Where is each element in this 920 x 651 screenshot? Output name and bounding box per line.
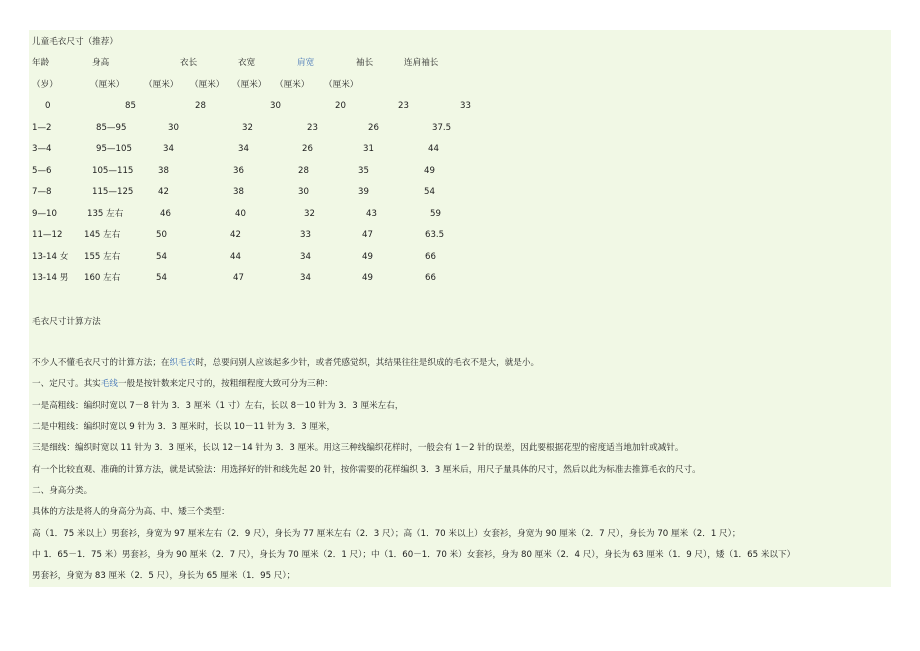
table-cell: 32 xyxy=(304,209,315,219)
table-cell: 30 xyxy=(270,101,281,111)
table-cell: 44 xyxy=(428,144,439,154)
column-unit: （厘米） xyxy=(324,80,359,90)
table-cell: 3—4 xyxy=(32,144,52,154)
table-cell: 47 xyxy=(362,230,373,240)
table-cell: 0 xyxy=(45,101,51,111)
section-title: 毛衣尺寸计算方法 xyxy=(32,317,101,327)
table-cell: 135 左右 xyxy=(87,209,124,219)
table-cell: 63.5 xyxy=(425,230,445,240)
column-header: 衣长 xyxy=(180,58,198,68)
table-cell: 28 xyxy=(195,101,206,111)
table-cell: 30 xyxy=(298,187,309,197)
table-cell: 34 xyxy=(163,144,174,154)
table-cell: 11—12 xyxy=(32,230,63,240)
column-unit: （厘米） xyxy=(144,80,179,90)
table-cell: 39 xyxy=(358,187,369,197)
table-cell: 9—10 xyxy=(32,209,57,219)
document-panel xyxy=(29,30,891,587)
column-header: 年龄 xyxy=(32,58,50,68)
column-header: 身高 xyxy=(92,58,110,68)
column-unit: （厘米） xyxy=(232,80,267,90)
table-cell: 31 xyxy=(363,144,374,154)
table-cell: 30 xyxy=(168,123,179,133)
table-cell: 23 xyxy=(398,101,409,111)
table-cell: 155 左右 xyxy=(84,252,121,262)
paragraph-test-method: 有一个比较直观、准确的计算方法，就是试验法：用选择好的针和线先起 20 针，按你需要的花样编织 3．3 厘米后，用尺子量具体的尺寸，然后以此为标准去推算毛衣的尺寸。 xyxy=(32,465,701,475)
paragraph-intro: 不少人不懂毛衣尺寸的计算方法；在织毛衣时，总要问别人应该起多少针，或者凭感觉织，其结果往往是织成的毛衣不是大，就是小。 xyxy=(32,358,540,368)
table-cell: 49 xyxy=(362,252,373,262)
knitting-link[interactable]: 织毛衣 xyxy=(169,358,196,368)
table-cell: 42 xyxy=(230,230,241,240)
column-header: 袖长 xyxy=(356,58,374,68)
table-cell: 42 xyxy=(158,187,169,197)
table-cell: 49 xyxy=(424,166,435,176)
table-cell: 95—105 xyxy=(96,144,132,154)
table-cell: 23 xyxy=(307,123,318,133)
column-unit: （厘米） xyxy=(190,80,225,90)
table-cell: 5—6 xyxy=(32,166,52,176)
table-cell: 28 xyxy=(298,166,309,176)
paragraph-medium-yarn: 二是中粗线：编织时宽以 9 针为 3．3 厘米时，长以 10－11 针为 3．3 厘米， xyxy=(32,422,336,432)
table-cell: 7—8 xyxy=(32,187,52,197)
table-cell: 46 xyxy=(160,209,171,219)
table-cell: 49 xyxy=(362,273,373,283)
table-cell: 33 xyxy=(460,101,471,111)
column-header: 衣宽 xyxy=(238,58,256,68)
column-header[interactable]: 肩宽 xyxy=(297,58,315,68)
paragraph-size: 一、定尺寸。其实毛线一般是按针数来定尺寸的，按粗细程度大致可分为三种： xyxy=(32,379,333,389)
table-cell: 20 xyxy=(335,101,346,111)
table-cell: 38 xyxy=(158,166,169,176)
table-cell: 54 xyxy=(156,252,167,262)
table-cell: 54 xyxy=(156,273,167,283)
table-cell: 34 xyxy=(300,252,311,262)
table-cell: 33 xyxy=(300,230,311,240)
table-cell: 54 xyxy=(424,187,435,197)
paragraph-medium: 中 1．65－1．75 米）男套衫，身为 90 厘米（2．7 尺），身长为 70 厘米（2．1 尺）；中（1．60－1．70 米）女套衫，身为 80 厘米（2．4 尺），身长为 63 厘米（1．9 尺），矮（1．65 米以下） xyxy=(32,550,796,560)
table-cell: 34 xyxy=(238,144,249,154)
table-cell: 13-14 女 xyxy=(32,252,69,262)
column-unit: （厘米） xyxy=(275,80,310,90)
table-cell: 43 xyxy=(366,209,377,219)
paragraph-short: 男套衫，身宽为 83 厘米（2．5 尺），身长为 65 厘米（1．95 尺）； xyxy=(32,571,296,581)
table-cell: 13-14 男 xyxy=(32,273,69,283)
paragraph-height-types: 具体的方法是将人的身高分为高、中、矮三个类型： xyxy=(32,507,230,517)
table-cell: 105—115 xyxy=(92,166,134,176)
table-cell: 32 xyxy=(242,123,253,133)
paragraph-tall: 高（1．75 米以上）男套衫，身宽为 97 厘米左右（2．9 尺），身长为 77 厘米左右（2．3 尺）；高（1．70 米以上）女套衫，身宽为 90 厘米（2．7 尺），身长为 70 厘米（2．1 尺）； xyxy=(32,529,741,539)
table-cell: 36 xyxy=(233,166,244,176)
table-cell: 26 xyxy=(302,144,313,154)
table-cell: 160 左右 xyxy=(84,273,121,283)
table-cell: 59 xyxy=(430,209,441,219)
table-cell: 85 xyxy=(125,101,136,111)
column-unit: （岁） xyxy=(32,80,58,90)
table-cell: 38 xyxy=(233,187,244,197)
table-cell: 85—95 xyxy=(96,123,127,133)
paragraph-thick-yarn: 一是高粗线：编织时宽以 7－8 针为 3．3 厘米（1 寸）左右，长以 8－10 针为 3．3 厘米左右， xyxy=(32,401,404,411)
table-cell: 37.5 xyxy=(432,123,452,133)
yarn-link[interactable]: 毛线 xyxy=(100,379,118,389)
table-cell: 40 xyxy=(235,209,246,219)
table-cell: 1—2 xyxy=(32,123,52,133)
table-cell: 44 xyxy=(230,252,241,262)
table-title: 儿童毛衣尺寸（推荐） xyxy=(32,37,118,47)
table-cell: 47 xyxy=(233,273,244,283)
paragraph-fine-yarn: 三是细线：编织时宽以 11 针为 3．3 厘米，长以 12－14 针为 3．3 厘米。用这三种线编织花样时，一般会有 1－2 针的误差，因此要根据花型的密度适当地加针或减针。 xyxy=(32,443,684,453)
table-cell: 35 xyxy=(358,166,369,176)
table-cell: 34 xyxy=(300,273,311,283)
paragraph-height-heading: 二、身高分类。 xyxy=(32,486,93,496)
table-cell: 66 xyxy=(425,252,436,262)
table-cell: 145 左右 xyxy=(84,230,121,240)
table-cell: 66 xyxy=(425,273,436,283)
column-unit: （厘米） xyxy=(90,80,125,90)
column-header: 连肩袖长 xyxy=(404,58,439,68)
table-cell: 115—125 xyxy=(92,187,134,197)
table-cell: 26 xyxy=(368,123,379,133)
table-cell: 50 xyxy=(156,230,167,240)
